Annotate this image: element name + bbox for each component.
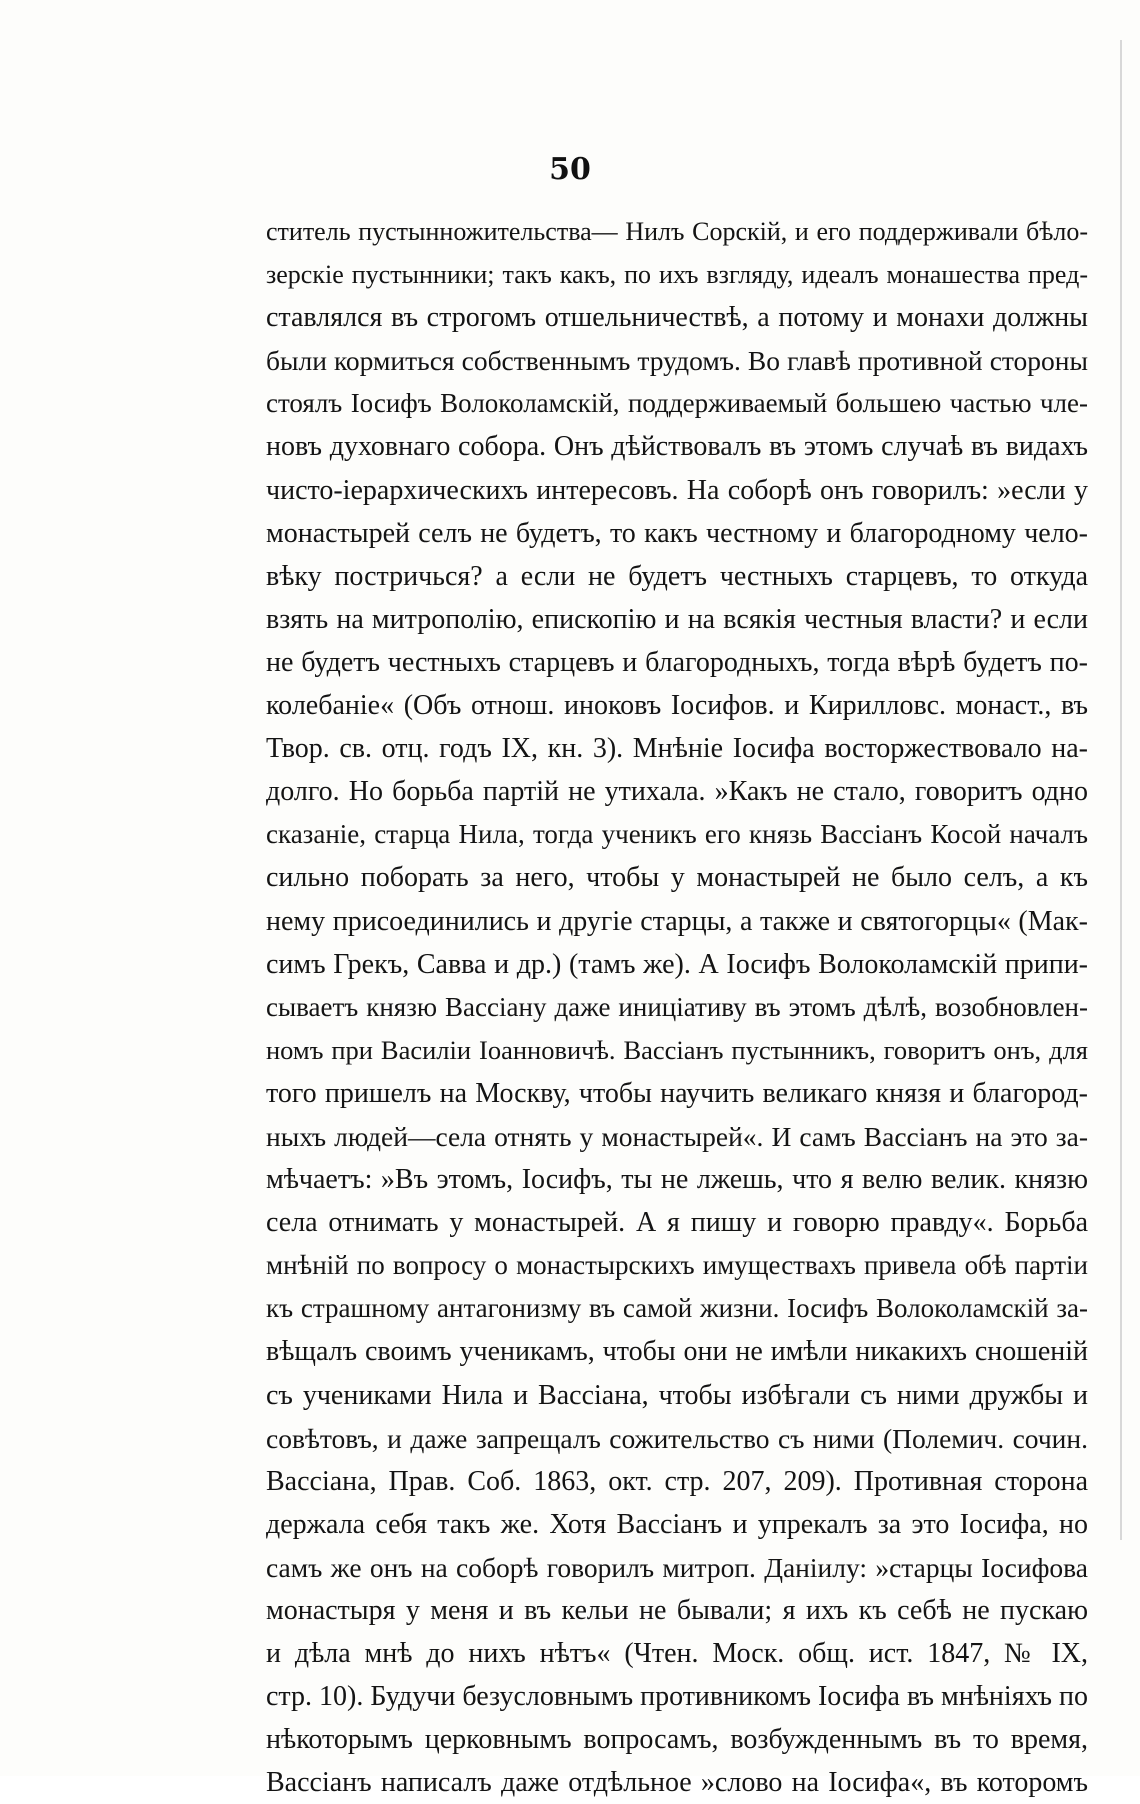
text-line: зерскіе пустынники; такъ какъ, по ихъ взгляду, идеалъ монашества пред-: [266, 260, 1088, 290]
text-line: стр. 10). Будучи безусловнымъ противникомъ Іосифа въ мнѣніяхъ по: [266, 1681, 1088, 1713]
text-line: ститель пустынножительства— Нилъ Сорскій, и его поддерживали бѣло-: [266, 217, 1088, 246]
text-line: долго. Но борьба партій не утихала. »Какъ не стало, говоритъ одно: [266, 776, 1088, 808]
text-line: держала себя такъ же. Хотя Вассіанъ и упрекалъ за это Іосифа, но: [266, 1508, 1088, 1540]
text-line: вѣку постричься? а если не будетъ честныхъ старцевъ, то откуда: [266, 560, 1088, 592]
text-line: были кормиться собственнымъ трудомъ. Во главѣ противной стороны: [266, 345, 1088, 377]
text-line: стоялъ Іосифъ Волоколамскій, поддерживаемый большею частью чле-: [266, 388, 1088, 419]
text-line: чисто-іерархическихъ интересовъ. На соборѣ онъ говорилъ: »если у: [266, 474, 1088, 506]
text-line: и дѣла мнѣ до нихъ нѣтъ« (Чтен. Моск. общ. ист. 1847, № IX,: [266, 1638, 1088, 1670]
text-line: мнѣній по вопросу о монастырскихъ имуществахъ привела обѣ партіи: [266, 1250, 1088, 1281]
text-line: взять на митрополію, епископію и на всякія честныя власти? и если: [266, 603, 1088, 635]
text-line: Твор. св. отц. годъ IX, кн. 3). Мнѣніе Іосифа восторжествовало на-: [266, 733, 1088, 765]
body-text: [266, 210, 1088, 1804]
text-line: монастыря у меня и въ кельи не бывали; я ихъ къ себѣ не пускаю: [266, 1595, 1088, 1626]
page-number: 50: [549, 152, 591, 187]
text-line: мѣчаетъ: »Въ этомъ, Іосифъ, ты не лжешь, что я велю велик. князю: [266, 1164, 1088, 1196]
text-line: къ страшному антагонизму въ самой жизни. Іосифъ Волоколамскій за-: [266, 1293, 1088, 1324]
text-line: Вассіанъ написалъ даже отдѣльное »слово на Іосифа«, въ которомъ: [266, 1767, 1088, 1799]
text-line: не будетъ честныхъ старцевъ и благородныхъ, тогда вѣрѣ будетъ по-: [266, 646, 1088, 678]
text-line: ныхъ людей—села отнять у монастырей«. И самъ Вассіанъ на это за-: [266, 1120, 1088, 1152]
text-line: симъ Грекъ, Савва и др.) (тамъ же). А Іосифъ Волоколамскій припи-: [266, 948, 1088, 980]
text-line: номъ при Василіи Іоанновичѣ. Вассіанъ пустынникъ, говоритъ онъ, для: [266, 1034, 1088, 1065]
text-line: колебаніе« (Объ отнош. иноковъ Іосифов. и Кирилловс. монаст., въ: [266, 690, 1088, 722]
text-line: нему присоединились и другіе старцы, а также и святогорцы« (Мак-: [266, 905, 1088, 937]
text-line: самъ же онъ на соборѣ говорилъ митроп. Даніилу: »старцы Іосифова: [266, 1551, 1088, 1583]
text-line: того пришелъ на Москву, чтобы научить великаго князя и благород-: [266, 1077, 1088, 1109]
text-line: сказаніе, старца Нила, тогда ученикъ его князь Вассіанъ Косой началъ: [266, 819, 1088, 850]
text-line: сильно поборать за него, чтобы у монастырей не было селъ, а къ: [266, 862, 1088, 894]
page-edge-shadow: [1120, 40, 1122, 1540]
text-line: Вассіана, Прав. Соб. 1863, окт. стр. 207, 209). Противная сторона: [266, 1465, 1088, 1497]
text-line: съ учениками Нила и Вассіана, чтобы избѣгали съ ними дружбы и: [266, 1379, 1088, 1411]
text-line: нѣкоторымъ церковнымъ вопросамъ, возбужденнымъ въ то время,: [266, 1724, 1088, 1756]
text-line: вѣщалъ своимъ ученикамъ, чтобы они не имѣли никакихъ сношеній: [266, 1336, 1088, 1368]
text-line: совѣтовъ, и даже запрещалъ сожительство съ ними (Полемич. сочин.: [266, 1422, 1088, 1454]
text-line: ставлялся въ строгомъ отшельничествѣ, а потому и монахи должны: [266, 302, 1088, 334]
text-line: села отнимать у монастырей. А я пишу и говорю правду«. Борьба: [266, 1207, 1088, 1239]
text-line: новъ духовнаго собора. Онъ дѣйствовалъ въ этомъ случаѣ въ видахъ: [266, 431, 1088, 463]
text-line: сываетъ князю Вассіану даже иниціативу въ этомъ дѣлѣ, возобновлен-: [266, 991, 1088, 1022]
text-line: монастырей селъ не будетъ, то какъ честному и благородному чело-: [266, 517, 1088, 549]
